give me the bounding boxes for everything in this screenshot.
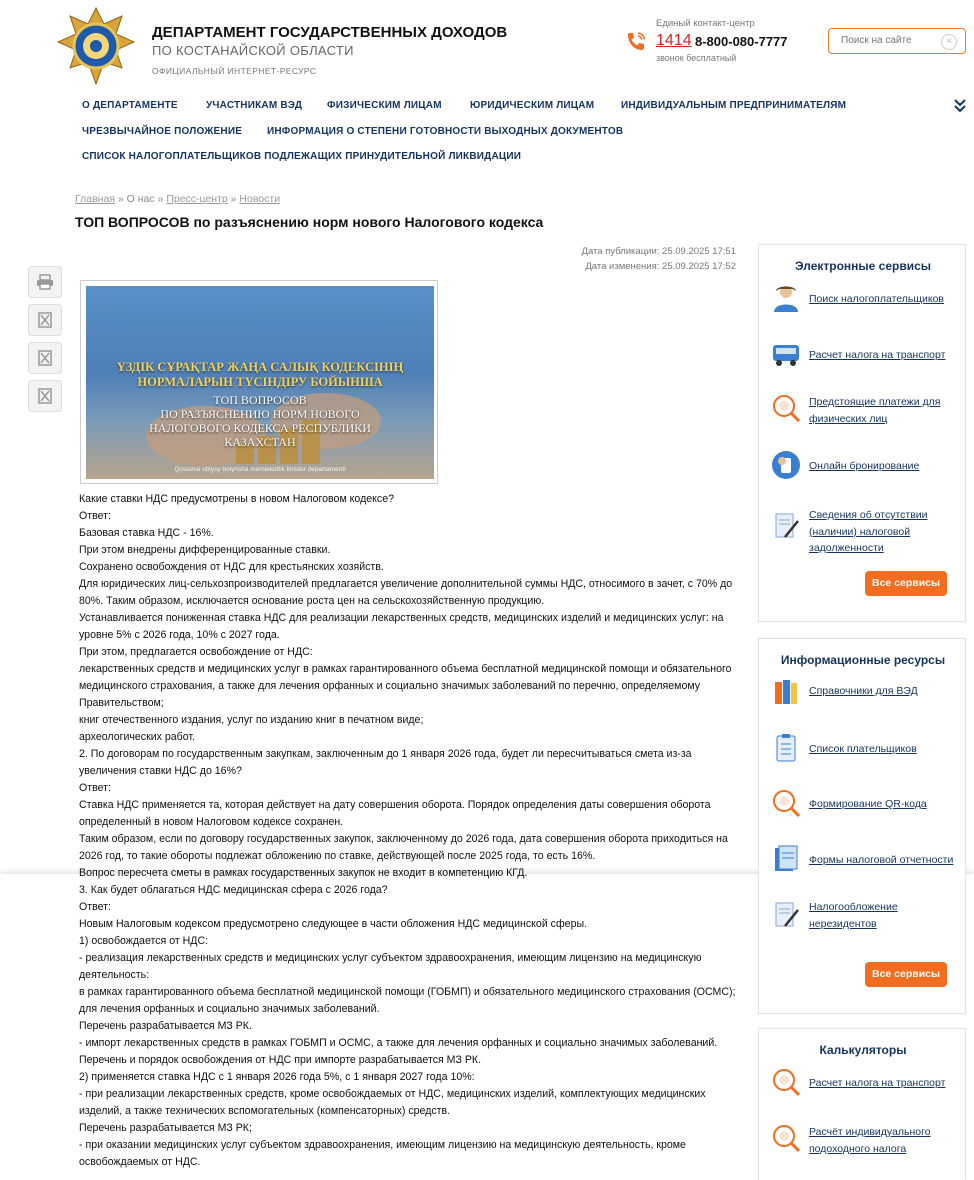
share-button[interactable] <box>28 304 62 336</box>
e-services-title: Электронные сервисы <box>794 259 932 273</box>
calculator-link-transport-tax[interactable]: Расчет налога на транспорт <box>809 1077 946 1089</box>
article-paragraph: При этом, предлагается освобождение от НДС: <box>79 646 313 658</box>
resource-link-nonresidents[interactable]: Налогообложение нерезидентов <box>809 901 898 930</box>
printer-icon <box>36 274 54 290</box>
article-paragraph: Ставка НДС применяется та, которая действует на дату совершения оборота. Порядок определения даты совершения оборота определенный в новом Налоговом кодексе сохранен. <box>79 799 711 828</box>
search-input[interactable] <box>839 34 943 47</box>
magnifier-icon <box>771 1123 801 1153</box>
image-text-kz-1: ҮЗДІК СҰРАҚТАР ЖАҢА САЛЫҚ КОДЕКСІНІҢ <box>116 360 404 374</box>
share-icon <box>38 388 52 404</box>
image-text-ru-2: ПО РАЗЪЯСНЕНИЮ НОРМ НОВОГО <box>160 407 360 421</box>
article-image[interactable] <box>80 280 438 484</box>
article-paragraph: археологических работ. <box>79 731 195 743</box>
image-text-ru-1: ТОП ВОПРОСОВ <box>213 393 307 407</box>
magnifier-icon <box>771 393 801 423</box>
image-text-ru-4: КАЗАХСТАН <box>224 435 296 449</box>
nav-individuals[interactable]: ФИЗИЧЕСКИМ ЛИЦАМ <box>327 100 442 111</box>
nav-document-readiness[interactable]: ИНФОРМАЦИЯ О СТЕПЕНИ ГОТОВНОСТИ ВЫХОДНЫХ ДОКУМЕНТОВ <box>267 126 624 137</box>
e-services-panel <box>758 244 966 622</box>
article-paragraph: - при оказании медицинских услуг субъектом здравоохранения, имеющим лицензию на медицинскую деятельность, кроме освобождаемых от НДС. <box>79 1139 686 1168</box>
breadcrumb-about: О нас <box>126 193 155 205</box>
person-search-icon <box>771 283 801 313</box>
short-number-link[interactable]: 1414 <box>656 32 692 49</box>
breadcrumb-separator: » <box>230 193 237 205</box>
article-paragraph: Какие ставки НДС предусмотрены в новом Налоговом кодексе? <box>79 493 394 505</box>
service-link-online-booking[interactable]: Онлайн бронирование <box>809 460 920 472</box>
org-title: ДЕПАРТАМЕНТ ГОСУДАРСТВЕННЫХ ДОХОДОВ <box>152 24 508 41</box>
article-paragraph: - реализация лекарственных средств и медицинских услуг субъектом здравоохранения, имеющим лицензию на медицинскую деятельность: <box>79 952 702 981</box>
image-caption: Qostanai oblysy boiynsha memlekettik kirister departamenti <box>174 466 346 473</box>
all-resources-button[interactable]: Все сервисы <box>865 962 947 987</box>
article-paragraph: Ответ: <box>79 510 111 522</box>
calculators-panel <box>758 1028 966 1180</box>
article-paragraph: 2. По договорам по государственным закупкам, заключенным до 1 января 2026 года, будет ли пересчитываться смета из-за увеличения ставки НДС до 16%? <box>79 748 692 777</box>
article-paragraph: 3. Как будет облагаться НДС медицинская сфера с 2026 года? <box>79 884 388 896</box>
qr-search-icon <box>771 788 801 818</box>
article-paragraph: 1) освобождается от НДС: <box>79 935 209 947</box>
article-paragraph: Ответ: <box>79 901 111 913</box>
modification-date: Дата изменения: 25.09.2025 17:52 <box>585 261 736 272</box>
nav-entrepreneurs[interactable]: ИНДИВИДУАЛЬНЫМ ПРЕДПРИНИМАТЕЛЯМ <box>621 100 847 111</box>
article-paragraph: Для юридических лиц-сельхозпроизводителей предлагается увеличение дополнительной суммы НДС, относимого в зачет, с 70% до 80%. Таким образом, исключается основание роста цен на сельскохозяйственную продукцию. <box>79 578 733 607</box>
article-paragraph: Перечень разрабатывается МЗ РК; <box>79 1122 252 1134</box>
resource-link-tax-forms[interactable]: Формы налоговой отчетности <box>809 854 954 866</box>
breadcrumb-home[interactable]: Главная <box>75 193 115 205</box>
publication-date: Дата публикации: 25.09.2025 17:51 <box>581 246 736 257</box>
article-paragraph: 2) применяется ставка НДС с 1 января 2026 года 5%, с 1 января 2027 года 10%: <box>79 1071 475 1083</box>
resource-link-ved-directories[interactable]: Справочники для ВЭД <box>809 685 918 697</box>
share-button[interactable] <box>28 380 62 412</box>
service-link-taxpayer-search[interactable]: Поиск налогоплательщиков <box>809 293 945 305</box>
org-note: ОФИЦИАЛЬНЫЙ ИНТЕРНЕТ-РЕСУРС <box>152 66 317 76</box>
article-paragraph: Базовая ставка НДС - 16%. <box>79 527 214 539</box>
free-call-note: звонок бесплатный <box>656 53 737 63</box>
print-button[interactable] <box>28 266 62 298</box>
service-link-tax-debt[interactable]: Сведения об отсутствии (наличии) налоговой задолженности <box>809 509 928 554</box>
phone-number: 8-800-080-7777 <box>695 34 788 49</box>
site-header <box>0 0 974 90</box>
phone-icon <box>624 30 648 54</box>
document-pen-icon <box>771 900 801 930</box>
article-paragraph: в рамках гарантированного объема бесплатной медицинской помощи (ГОБМП) и обязательного медицинского страхования (ОСМС); для лечения орфанных и социально значимых заболеваний. <box>79 986 736 1015</box>
resource-link-qr-code[interactable]: Формирование QR-кода <box>809 798 927 810</box>
bus-icon <box>771 339 801 369</box>
article-paragraph: Новым Налоговым кодексом предусмотрено следующее в части обложения НДС медицинской сферы. <box>79 918 588 930</box>
nav-legal-entities[interactable]: ЮРИДИЧЕСКИМ ЛИЦАМ <box>470 100 595 111</box>
article-paragraph: Перечень и порядок освобождения от НДС при импорте разрабатывается МЗ РК. <box>79 1054 482 1066</box>
article-paragraph: Сохранено освобождения от НДС для крестьянских хозяйств. <box>79 561 384 573</box>
nav-emergency[interactable]: ЧРЕЗВЫЧАЙНОЕ ПОЛОЖЕНИЕ <box>82 126 243 137</box>
article-picture <box>86 286 434 479</box>
image-text-kz-2: НОРМАЛАРЫН ТҮСІНДІРУ БОЙЫНША <box>137 375 383 389</box>
checklist-icon <box>771 733 801 763</box>
tax-forms-icon <box>771 844 801 874</box>
contact-center-label: Единый контакт-центр <box>656 18 755 29</box>
search-box <box>828 28 966 54</box>
document-pen-icon <box>771 511 801 541</box>
share-icon <box>38 312 52 328</box>
nav-about[interactable]: О ДЕПАРТАМЕНТЕ <box>82 100 178 111</box>
share-button[interactable] <box>28 342 62 374</box>
article-paragraph: Устанавливается пониженная ставка НДС для реализации лекарственных средств, медицинских изделий и медицинских услуг: на уровне 5% с 2026 года, 10% с 2027 года. <box>79 612 724 641</box>
article-paragraph: При этом внедрены дифференцированные ставки. <box>79 544 331 556</box>
image-text-ru-3: НАЛОГОВОГО КОДЕКСА РЕСПУБЛИКИ <box>149 421 371 435</box>
magnifier-icon <box>771 1067 801 1097</box>
article-paragraph: Перечень разрабатывается МЗ РК. <box>79 1020 252 1032</box>
info-resources-panel <box>758 638 966 1014</box>
nav-liquidation-list[interactable]: СПИСОК НАЛОГОПЛАТЕЛЬЩИКОВ ПОДЛЕЖАЩИХ ПРИНУДИТЕЛЬНОЙ ЛИКВИДАЦИИ <box>82 151 522 162</box>
breadcrumb-press[interactable]: Пресс-центр <box>166 193 228 205</box>
nav-foreign-trade[interactable]: УЧАСТНИКАМ ВЭД <box>206 100 303 111</box>
clear-search-icon[interactable]: × <box>941 34 957 50</box>
service-link-transport-tax[interactable]: Расчет налога на транспорт <box>809 349 946 361</box>
service-link-upcoming-payments[interactable]: Предстоящие платежи для физических лиц <box>809 396 941 425</box>
article-paragraph: - импорт лекарственных средств в рамках ГОБМП и ОСМС, а также для лечения орфанных и социально значимых заболеваний. <box>79 1037 718 1049</box>
info-resources-title: Информационные ресурсы <box>780 653 946 667</box>
resource-link-payers-list[interactable]: Список плательщиков <box>809 743 917 755</box>
emblem-logo[interactable] <box>56 6 136 86</box>
page-title: ТОП ВОПРОСОВ по разъяснению норм нового Налогового кодекса <box>75 214 544 230</box>
article-paragraph: Ответ: <box>79 782 111 794</box>
breadcrumb-news[interactable]: Новости <box>239 193 281 205</box>
calculator-link-income-tax[interactable]: Расчёт индивидуального подоходного налога <box>809 1126 931 1155</box>
article-paragraph: книг отечественного издания, услуг по изданию книг в печатном виде; <box>79 714 424 726</box>
article-paragraph: Таким образом, если по договору государственных закупок, заключенному до 2026 года, дата совершения оборота приходиться на 2026 год, то такие обороты подлежат обложению по ставке, действующей после 2025 года, то есть 16%. <box>79 833 728 862</box>
org-subtitle: ПО КОСТАНАЙСКОЙ ОБЛАСТИ <box>152 43 354 58</box>
breadcrumb <box>75 193 280 205</box>
all-services-button[interactable]: Все сервисы <box>865 571 947 596</box>
calculators-title: Калькуляторы <box>819 1043 907 1057</box>
online-booking-icon <box>771 450 801 480</box>
breadcrumb-separator: » <box>157 193 164 205</box>
books-icon <box>771 677 801 707</box>
article-body <box>79 491 739 1171</box>
breadcrumb-separator: » <box>117 193 124 205</box>
article-paragraph: - при реализации лекарственных средств, кроме освобождаемых от НДС, медицинских изделий, комплектующих медицинских изделий, а также технических вспомогательных (компенсаторных) средств. <box>79 1088 706 1117</box>
share-icon <box>38 350 52 366</box>
article-paragraph: лекарственных средств и медицинских услуг в рамках гарантированного объема бесплатной медицинской помощи и обязательного медицинского страхования, а также для лечения орфанных и социально значимых заболеваний по перечню, определяемому Правительством; <box>79 663 732 709</box>
article-paragraph: Вопрос пересчета сметы в рамках государственных закупок не входит в компетенцию КГД. <box>79 867 528 879</box>
chevron-double-down-icon[interactable] <box>953 98 967 114</box>
